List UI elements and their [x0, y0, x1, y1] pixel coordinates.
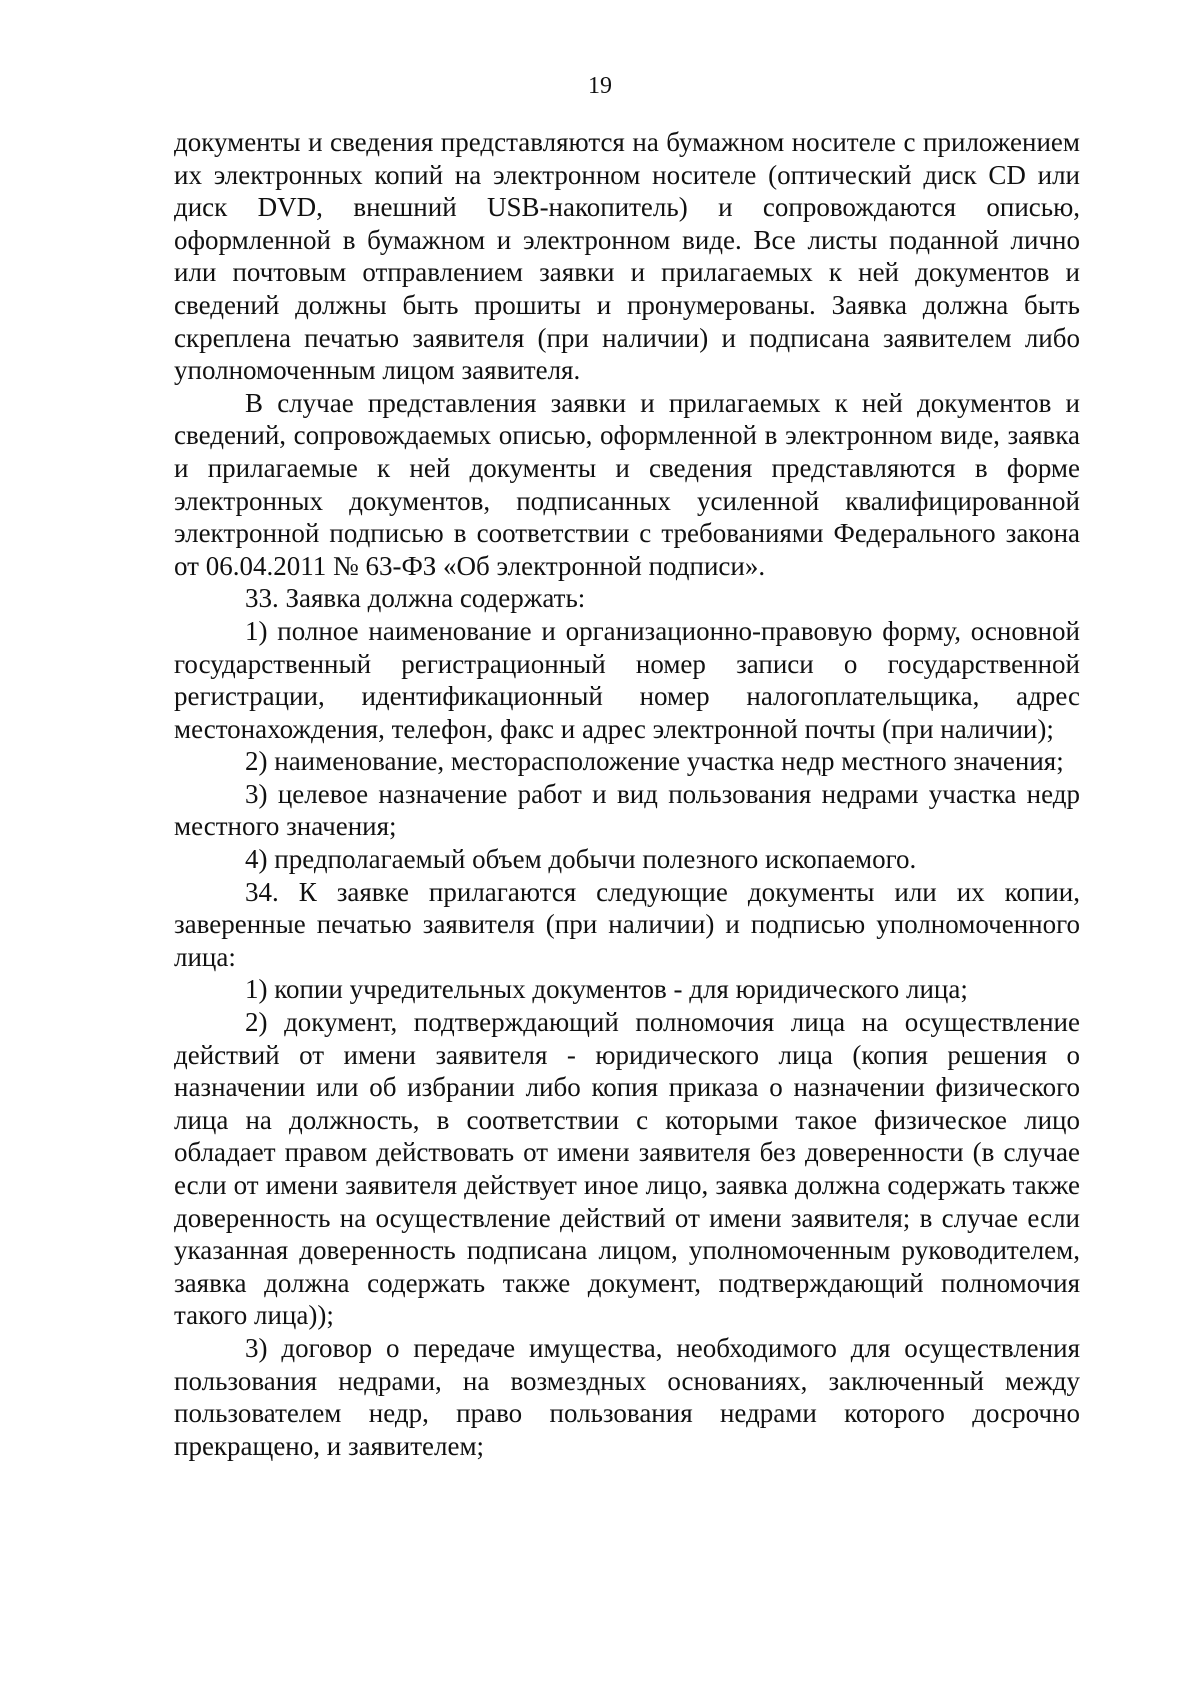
clause-34-heading: 34. К заявке прилагаются следующие документы или их копии, заверенные печатью заявителя (при наличии) и подписью уполномоченного лица: — [174, 876, 1080, 972]
clause-33-item-3: 3) целевое назначение работ и вид пользования недрами участка недр местного значения; — [174, 778, 1080, 842]
paragraph-continuation: документы и сведения представляются на бумажном носителе с приложением их электронных копий на электронном носителе (оптический диск CD или диск DVD, внешний USB-накопитель) и сопровождаются описью, оформленной в бумажном и электронном виде. Все листы поданной лично или почтовым отправлением заявки и прилагаемых к ней документов и сведений должны быть прошиты и пронумерованы. Заявка должна быть скреплена печатью заявителя (при наличии) и подписана заявителем либо уполномоченным лицом заявителя. — [174, 127, 1080, 386]
page-number: 19 — [588, 73, 612, 99]
paragraph-electronic-submission: В случае представления заявки и прилагаемых к ней документов и сведений, сопровождаемых описью, оформленной в электронном виде, заявка и прилагаемые к ней документы и сведения представляются в форме электронных документов, подписанных усиленной квалифицированной электронной подписью в соответствии с требованиями Федерального закона от 06.04.2011 № 63-ФЗ «Об электронной подписи». — [174, 387, 1080, 581]
clause-34-item-2: 2) документ, подтверждающий полномочия лица на осуществление действий от имени заявителя - юридического лица (копия решения о назначении или об избрании либо копия приказа о назначении физического лица на должность, в соответствии с которыми такое физическое лицо обладает правом действовать от имени заявителя без доверенности (в случае если от имени заявителя действует иное лицо, заявка должна содержать также доверенность на осуществление действий от имени заявителя; в случае если указанная доверенность подписана лицом, уполномоченным руководителем, заявка должна содержать также документ, подтверждающий полномочия такого лица)); — [174, 1007, 1080, 1331]
clause-34-item-3: 3) договор о передаче имущества, необходимого для осуществления пользования недрами, на возмездных основаниях, заключенный между пользователем недр, право пользования недрами которого досрочно прекращено, и заявителем; — [174, 1332, 1080, 1461]
clause-33-heading: 33. Заявка должна содержать: — [245, 583, 586, 614]
clause-33-item-4: 4) предполагаемый объем добычи полезного ископаемого. — [245, 844, 917, 875]
clause-33-item-1: 1) полное наименование и организационно-правовую форму, основной государственный регистрационный номер записи о государственной регистрации, идентификационный номер налогоплательщика, адрес местонахождения, телефон, факс и адрес электронной почты (при наличии); — [174, 615, 1080, 744]
document-body — [174, 126, 1080, 1462]
clause-34-item-1: 1) копии учредительных документов - для юридического лица; — [245, 974, 968, 1005]
clause-33-item-2: 2) наименование, месторасположение участка недр местного значения; — [245, 746, 1064, 777]
